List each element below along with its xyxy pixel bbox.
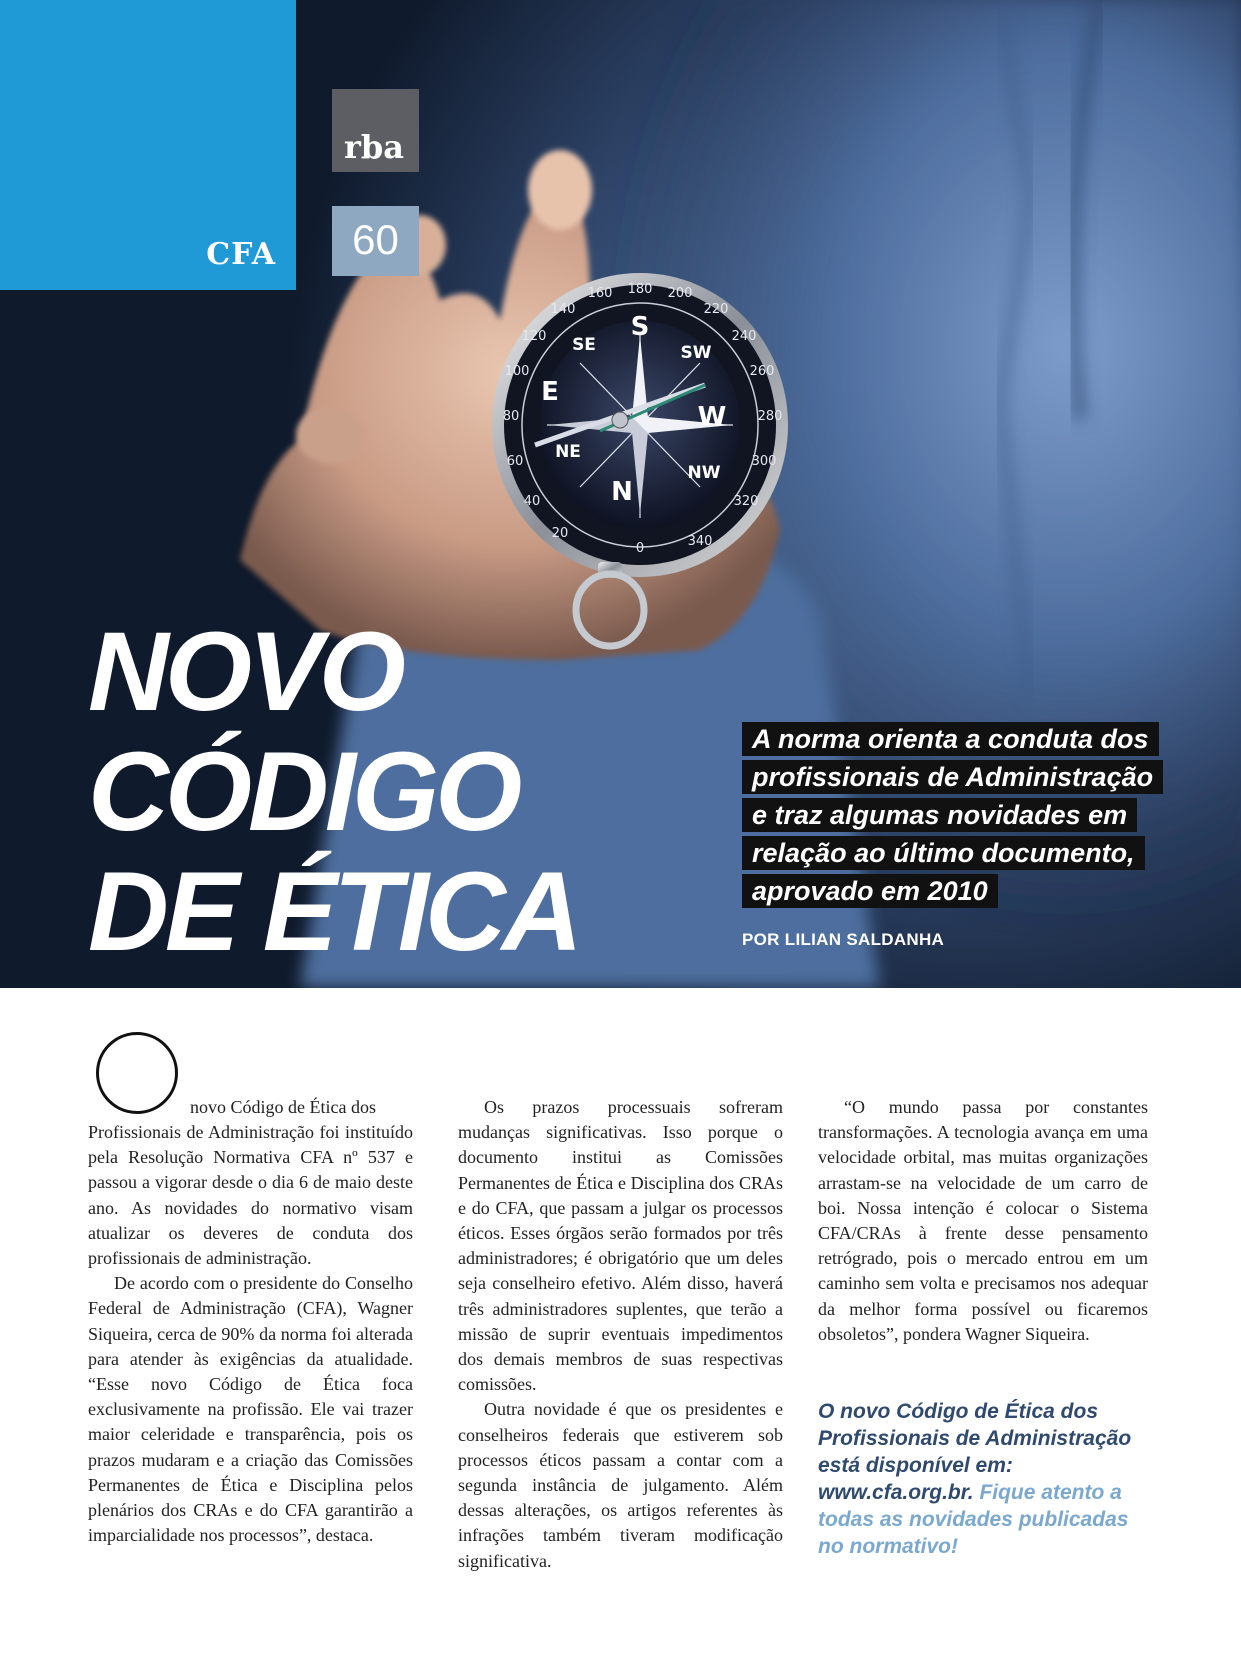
article-byline: POR LILIAN SALDANHA [742, 930, 945, 949]
issue-number: 60 [352, 216, 399, 263]
column-3 [818, 1095, 1148, 1347]
column-1-paragraph-1: Profissionais de Administração foi instituído pela Resolução Normativa CFA nº 537 e passou a vigorar desde o dia 6 de maio deste ano. As novidades do normativo visam atualizar os deveres de conduta dos profissionais de administração. [88, 1122, 413, 1269]
svg-text:SW: SW [680, 343, 712, 363]
svg-text:240: 240 [731, 329, 757, 344]
svg-text:W: W [697, 402, 727, 432]
column-2-paragraph-1: Os prazos processuais sofreram mudanças significativas. Isso porque o documento institui as Comissões Permanentes de Ética e Disciplina dos CRAs e do CFA, que passam a julgar os processos éticos. Esses órgãos serão formados por três administradores; é obrigatório que um deles seja conselheiro efetivo. Além disso, haverá três administradores suplentes, que terão a missão de suprir eventuais impedimentos dos demais membros de suas respectivas comissões. [458, 1097, 783, 1395]
column-1 [88, 1120, 413, 1548]
drop-cap-o [96, 1032, 178, 1114]
magazine-logo-text: rba [344, 128, 404, 166]
svg-text:40: 40 [523, 494, 541, 509]
svg-text:340: 340 [687, 534, 713, 549]
column-3-paragraph-1: “O mundo passa por constantes transformações. A tecnologia avança em uma velocidade orbital, mas muitas organizações arrastam-se na velocidade de um carro de boi. Nossa intenção é colocar o Sistema CFA/CRAs à frente desse pensamento retrógrado, pois o mercado entrou em um caminho sem volta e precisamos nos adequar da melhor forma possível ou ficaremos obsoletos”, pondera Wagner Siqueira. [818, 1097, 1148, 1344]
svg-text:60: 60 [506, 454, 524, 469]
column-1-paragraph-2: De acordo com o presidente do Conselho Federal de Administração (CFA), Wagner Siqueira, cerca de 90% da norma foi alterada para atender às exigências da atualidade. “Esse novo Código de Ética foca exclusivamente na profissão. Ele vai trazer maior celeridade e transparência, pois os prazos mudaram e a criação das Comissões Permanentes de Ética e Disciplina pelos plenários dos CRAs e do CFA garantirão a imparcialidade nos processos”, destaca. [88, 1273, 413, 1546]
svg-text:200: 200 [667, 286, 693, 301]
svg-text:NE: NE [555, 442, 581, 462]
svg-text:20: 20 [551, 526, 569, 541]
title-line-3: DE ÉTICA [88, 849, 579, 974]
svg-text:260: 260 [749, 364, 775, 379]
svg-text:180: 180 [627, 282, 653, 297]
svg-text:0: 0 [635, 541, 645, 556]
svg-text:280: 280 [757, 409, 783, 424]
section-label-box [0, 0, 296, 290]
article-title [88, 609, 579, 974]
column-2-paragraph-2: Outra novidade é que os presidentes e conselheiros federais que estiverem sob processos éticos passam a contar com a segunda instância de julgamento. Além dessas alterações, os artigos referentes às infrações também tiveram modificação significativa. [458, 1399, 783, 1571]
highlight-box [818, 1398, 1148, 1560]
svg-text:SE: SE [572, 335, 596, 355]
svg-text:80: 80 [502, 409, 520, 424]
column-1-lead: novo Código de Ética dos [190, 1097, 376, 1117]
svg-text:N: N [611, 477, 633, 507]
svg-text:120: 120 [521, 329, 547, 344]
svg-text:E: E [541, 377, 559, 407]
svg-text:S: S [630, 312, 650, 342]
svg-text:160: 160 [587, 286, 613, 301]
svg-text:320: 320 [733, 494, 759, 509]
article-subtitle [742, 720, 1162, 910]
svg-text:140: 140 [550, 302, 576, 317]
title-line-1: NOVO [88, 609, 402, 734]
svg-text:300: 300 [751, 454, 777, 469]
svg-text:100: 100 [504, 364, 530, 379]
magazine-logo [332, 89, 419, 172]
svg-text:220: 220 [703, 302, 729, 317]
title-line-2: CÓDIGO [88, 729, 519, 854]
section-label: CFA [206, 237, 276, 272]
article-subtitle-text: A norma orienta a conduta dos profissionais de Administração e traz algumas novidades em relação ao último documento, aprovado em 2010 [742, 722, 1163, 908]
column-2 [458, 1095, 783, 1574]
highlight-light-text: Fique atento a todas as novidades publicadas no normativo! [818, 1481, 1129, 1558]
svg-text:NW: NW [687, 463, 721, 483]
issue-number-box [332, 206, 419, 276]
highlight-dark-text: O novo Código de Ética dos Profissionais de Administração está disponível em: www.cfa.org.br. [818, 1400, 1132, 1504]
